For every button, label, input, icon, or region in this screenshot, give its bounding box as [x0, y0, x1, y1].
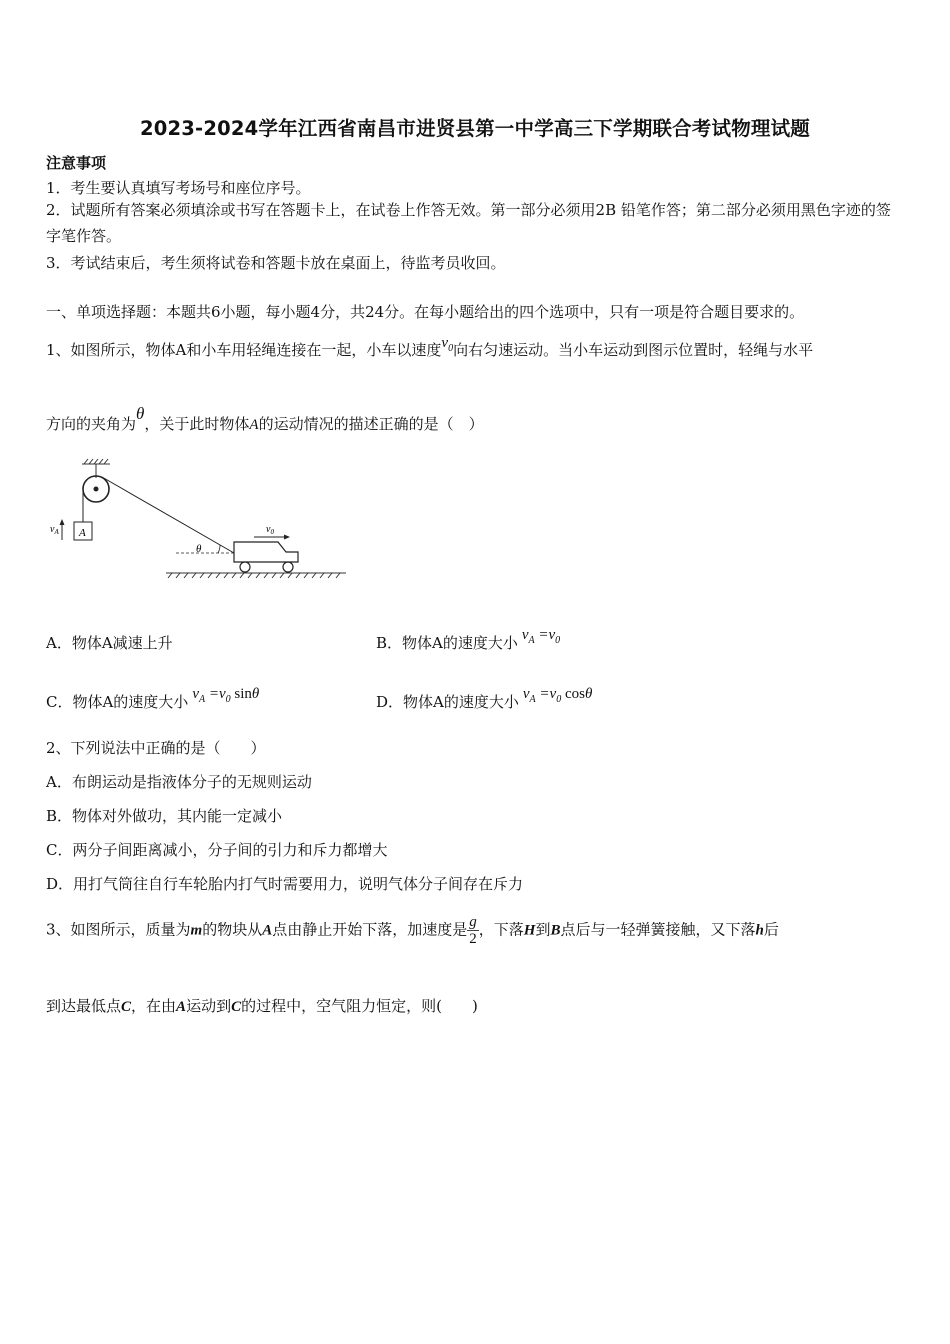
block-a-label: A — [79, 527, 86, 539]
notice-item-3: 3．考试结束后，考生须将试卷和答题卡放在桌面上，待监考员收回。 — [46, 254, 506, 272]
q3-fraction: $\frac{g}{2}$ — [469, 914, 477, 947]
va-arrowhead — [60, 519, 65, 525]
car-wheel-rear — [240, 562, 250, 572]
car-wheel-front — [283, 562, 293, 572]
v0-label: $v_0$ — [266, 524, 274, 536]
q3-stem-line2: 到达最低点C，在由A运动到C的过程中，空气阻力恒定，则( ) — [46, 997, 478, 1015]
va-label: $v_A$ — [50, 524, 59, 536]
ground — [166, 573, 346, 578]
section-heading: 一、单项选择题：本题共6小题，每小题4分，共24分。在每小题给出的四个选项中，只有一项是符合题目要求的。 — [46, 303, 805, 321]
q2-stem: 2、下列说法中正确的是（ ） — [46, 739, 266, 757]
angle-arc — [218, 545, 220, 553]
q1-figure — [46, 456, 356, 588]
q1-stem-line2: 方向的夹角为θ，关于此时物体A的运动情况的描述正确的是（ ） — [46, 404, 484, 433]
pulley-axle — [94, 487, 99, 492]
q2-option-c: C．两分子间距离减小，分子间的引力和斥力都增大 — [46, 841, 388, 859]
ceiling-support — [82, 459, 110, 478]
q3-stem-line1: 3、如图所示，质量为m的物块从A点由静止开始下落，加速度是 $\frac{g}{2}$ ，下落H到B点后与一轻弹簧接触，又下落h后 — [46, 914, 779, 947]
q1-option-a: A．物体A减速上升 — [46, 634, 173, 652]
notice-heading: 注意事项 — [46, 154, 107, 172]
q2-option-d: D．用打气筒往自行车轮胎内打气时需要用力，说明气体分子间存在斥力 — [46, 875, 524, 893]
q1-stem-line1: 1、如图所示，物体A和小车用轻绳连接在一起，小车以速度$v_0$向右匀速运动。当小车运动到图示位置时，轻绳与水平 — [46, 335, 814, 359]
q2-option-b: B．物体对外做功，其内能一定减小 — [46, 807, 283, 825]
doc-title: 2023-2024学年江西省南昌市进贤县第一中学高三下学期联合考试物理试题 — [139, 117, 811, 140]
notice-item-2: 2．试题所有答案必须填涂或书写在答题卡上，在试卷上作答无效。第一部分必须用2B 铅笔作答；第二部分必须用黑色字迹的签字笔作答。 — [46, 201, 891, 245]
car — [234, 542, 298, 562]
rope-slanted — [102, 477, 234, 553]
q2-option-a: A．布朗运动是指液体分子的无规则运动 — [46, 773, 312, 791]
q1-option-d: D．物体A的速度大小 $v_A =v_0$ cosθ — [376, 686, 593, 711]
theta-label: θ — [196, 543, 202, 555]
q1-option-c: C．物体A的速度大小 $v_A =v_0$ sinθ — [46, 686, 260, 711]
v0-arrowhead — [284, 535, 290, 540]
q1-option-b: B．物体A的速度大小 $v_A =v_0$ — [376, 627, 561, 652]
notice-item-1: 1．考生要认真填写考场号和座位序号。 — [46, 179, 311, 197]
